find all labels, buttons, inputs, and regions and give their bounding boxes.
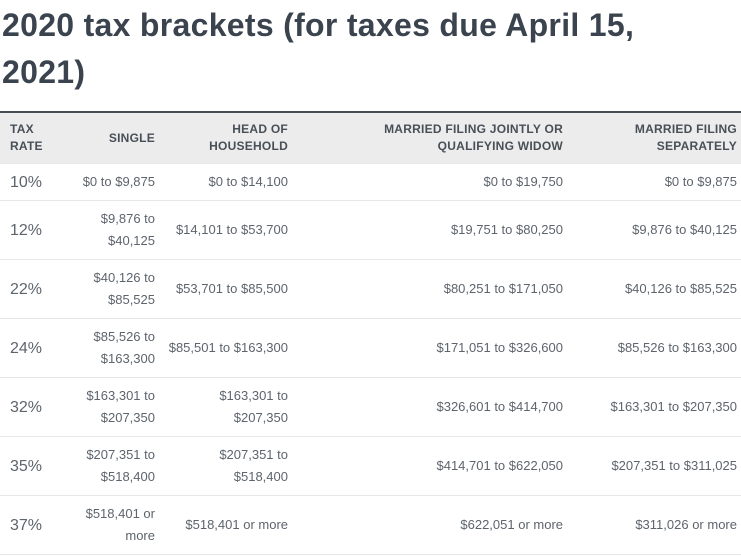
header-line: HEAD OF	[232, 122, 288, 136]
table-row-22-percent	[0, 260, 741, 319]
table-header	[0, 112, 741, 164]
married-separately-range-cell: $0 to $9,875	[664, 174, 737, 189]
head-of-household-range-cell: $85,501 to $163,300	[168, 340, 288, 355]
head-of-household-range-cell: $518,401 or more	[185, 517, 288, 532]
married-jointly-range-cell: $80,251 to $171,050	[443, 281, 563, 296]
single-range-cell: $0 to $9,875	[82, 174, 155, 189]
table-row-35-percent	[0, 437, 741, 496]
header-line: SEPARATELY	[656, 139, 737, 153]
header-line: HOUSEHOLD	[209, 139, 288, 153]
head-of-household-range-cell: $207,351 to $518,400	[219, 447, 288, 484]
married-jointly-range-cell: $0 to $19,750	[483, 174, 563, 189]
table-row-32-percent	[0, 378, 741, 437]
column-header-married-filing-separately	[567, 112, 741, 164]
single-range-cell: $518,401 or more	[85, 506, 155, 543]
column-header-married-filing-jointly	[292, 112, 567, 164]
table-row-37-percent	[0, 496, 741, 555]
head-of-household-range-cell: $53,701 to $85,500	[175, 281, 288, 296]
single-range-cell: $40,126 to $85,525	[93, 270, 155, 307]
married-separately-range-cell: $85,526 to $163,300	[617, 340, 737, 355]
tax-rate-cell: 22%	[10, 280, 43, 298]
header-line: MARRIED FILING JOINTLY OR	[384, 122, 563, 136]
table-row-24-percent	[0, 319, 741, 378]
married-separately-range-cell: $311,026 or more	[635, 517, 737, 532]
married-jointly-range-cell: $414,701 to $622,050	[436, 458, 563, 473]
column-header-tax-rate	[0, 112, 65, 164]
married-separately-range-cell: $9,876 to $40,125	[632, 222, 737, 237]
header-line: TAX	[10, 122, 34, 136]
table-body	[0, 164, 741, 555]
married-separately-range-cell: $163,301 to $207,350	[610, 399, 737, 414]
married-separately-range-cell: $207,351 to $311,025	[611, 458, 737, 473]
tax-rate-cell: 10%	[10, 173, 43, 191]
column-header-head-of-household	[159, 112, 292, 164]
header-line: RATE	[10, 139, 43, 153]
single-range-cell: $163,301 to $207,350	[86, 388, 155, 425]
married-jointly-range-cell: $622,051 or more	[460, 517, 563, 532]
married-separately-range-cell: $40,126 to $85,525	[624, 281, 737, 296]
table-header-row	[0, 112, 741, 164]
header-line: QUALIFYING WIDOW	[437, 139, 563, 153]
married-jointly-range-cell: $19,751 to $80,250	[450, 222, 563, 237]
head-of-household-range-cell: $0 to $14,100	[208, 174, 288, 189]
header-line: SINGLE	[108, 130, 155, 145]
tax-rate-cell: 32%	[10, 398, 43, 416]
header-line: MARRIED FILING	[634, 122, 737, 136]
article-section	[0, 2, 741, 555]
tax-brackets-table	[0, 111, 741, 555]
head-of-household-range-cell: $14,101 to $53,700	[175, 222, 288, 237]
tax-rate-cell: 37%	[10, 516, 43, 534]
page-title: 2020 tax brackets (for taxes due April 15, 2021)	[2, 7, 635, 90]
tax-rate-cell: 12%	[10, 221, 43, 239]
table-row-12-percent	[0, 201, 741, 260]
tax-rate-cell: 24%	[10, 339, 43, 357]
married-jointly-range-cell: $326,601 to $414,700	[436, 399, 563, 414]
married-jointly-range-cell: $171,051 to $326,600	[436, 340, 563, 355]
column-header-single	[65, 112, 159, 164]
single-range-cell: $207,351 to $518,400	[86, 447, 155, 484]
tax-rate-cell: 35%	[10, 457, 43, 475]
single-range-cell: $9,876 to $40,125	[100, 211, 155, 248]
table-row-10-percent	[0, 164, 741, 201]
single-range-cell: $85,526 to $163,300	[93, 329, 155, 366]
head-of-household-range-cell: $163,301 to $207,350	[219, 388, 288, 425]
